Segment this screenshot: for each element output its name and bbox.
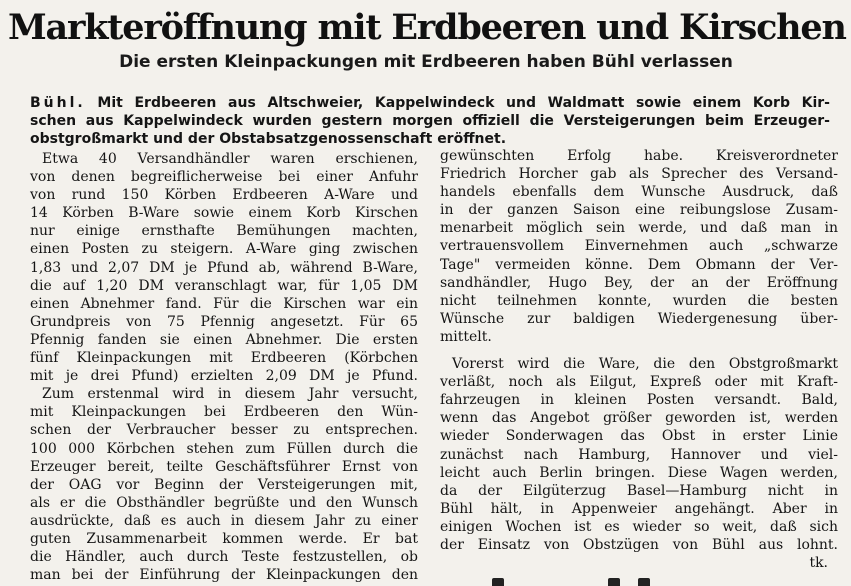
headline: Markteröffnung mit Erdbeeren und Kirschen bbox=[8, 7, 846, 48]
text-line: Wünsche zur baldigen Wiedergenesung über- bbox=[440, 310, 838, 327]
text-line: 14 Körben B-Ware sowie einem Korb Kirschen bbox=[30, 205, 418, 222]
text-line: von rund 150 Körben Erdbeeren A-Ware und bbox=[30, 187, 418, 204]
cropped-glyph bbox=[608, 578, 620, 586]
text-line: fünf Kleinpackungen mit Erdbeeren (Körbchen bbox=[30, 350, 418, 367]
text-line: Vorerst wird die Ware, die den Obstgroßmarkt bbox=[452, 356, 838, 373]
lead-paragraph bbox=[30, 94, 830, 148]
text-line: menarbeit möglich sein werde, und daß man in bbox=[440, 220, 838, 237]
cropped-glyph bbox=[638, 578, 650, 586]
subheadline: Die ersten Kleinpackungen mit Erdbeeren haben Bühl verlassen bbox=[119, 52, 733, 72]
text-line: der Einsatz von Obstzügen von Bühl aus lohnt. bbox=[440, 536, 838, 553]
text-line: Friedrich Horcher gab als Sprecher des Versand- bbox=[440, 166, 838, 183]
text-line: wenn das Angebot größer geworden ist, werden bbox=[440, 410, 838, 427]
text-line: Etwa 40 Versandhändler waren erschienen, bbox=[42, 151, 418, 167]
text-line: sandhändler, Hugo Bey, der an der Eröffnung bbox=[440, 274, 838, 291]
text-line: mit Kleinpackungen bei Erdbeeren den Wün- bbox=[30, 404, 418, 421]
text-line: in der ganzen Saison eine reibungslose Zusam- bbox=[440, 202, 838, 219]
text-line: Erzeuger bereit, teilte Geschäftsführer Ernst von bbox=[30, 458, 418, 475]
text-line: Tage" vermeiden könne. Dem Obmann der Ver- bbox=[440, 256, 838, 273]
text-line: ausdrückte, daß es auch in diesem Jahr zu einer bbox=[30, 512, 418, 529]
right-column bbox=[440, 147, 838, 572]
text-line: die auf 1,20 DM veranschlagt war, für 1,05 DM bbox=[30, 277, 418, 294]
text-line: zunächst nach Hamburg, Hannover und viel- bbox=[440, 446, 838, 463]
text-line: der OAG vor Beginn der Versteigerungen mit, bbox=[30, 476, 418, 493]
cropped-glyph bbox=[492, 578, 504, 586]
text-line: die Händler, auch durch Teste festzustellen, ob bbox=[30, 549, 418, 566]
text-line: Grundpreis von 75 Pfennig angesetzt. Für 65 bbox=[30, 313, 418, 330]
paragraph-gap bbox=[440, 346, 838, 355]
text-line: wieder Sonderwagen das Obst in erster Linie bbox=[440, 428, 838, 445]
lead-line: obstgroßmarkt und der Obstabsatzgenossenschaft eröffnet. bbox=[30, 131, 507, 148]
author-signature: tk. bbox=[809, 555, 828, 572]
text-line: nicht teilnehmen konnte, wurden die besten bbox=[440, 292, 838, 309]
lead-line: schen aus Kappelwindeck wurden gestern morgen offiziell die Versteigerungen beim Erzeuger- bbox=[30, 113, 830, 130]
text-line: als er die Obsthändler begrüßte und den Wunsch bbox=[30, 494, 418, 511]
cropped-next-headline-fragment bbox=[488, 572, 668, 586]
text-line: gewünschten Erfolg habe. Kreisverordneter bbox=[440, 148, 838, 164]
text-line: einen Posten zu steigern. A-Ware ging zwischen bbox=[30, 241, 418, 258]
text-line: fahrzeugen in kleinen Posten versandt. Bald, bbox=[440, 392, 838, 409]
text-line: 100 000 Körbchen stehen zum Füllen durch die bbox=[30, 440, 418, 457]
text-line: Pfennig fanden sie einen Abnehmer. Die ersten bbox=[30, 331, 418, 348]
dateline: Bühl. bbox=[30, 95, 86, 111]
text-line: einigen Wochen ist es wieder so weit, daß sich bbox=[440, 518, 838, 535]
text-line: leicht auch Berlin bringen. Diese Wagen werden, bbox=[440, 464, 838, 481]
text-line: da der Eilgüterzug Basel—Hamburg nicht in bbox=[440, 482, 838, 499]
text-line: von denen begreiflicherweise bei einer Anfuhr bbox=[30, 169, 418, 186]
text-line: mittelt. bbox=[440, 328, 492, 345]
text-line: 1,83 und 2,07 DM je Pfund ab, während B-Ware, bbox=[30, 259, 418, 276]
text-line: handels ebenfalls dem Wunsche Ausdruck, daß bbox=[440, 184, 838, 201]
text-line: guten Zusammenarbeit kommen werde. Er bat bbox=[30, 530, 418, 547]
text-line: man bei der Einführung der Kleinpackungen den bbox=[30, 567, 418, 584]
text-line: mit je drei Pfund) erzielten 2,09 DM je Pfund. bbox=[30, 368, 418, 385]
text-line: Bühl hält, in Appenweier angehängt. Aber in bbox=[440, 500, 838, 517]
text-line: schen der Verbraucher besser zu entsprechen. bbox=[30, 422, 418, 439]
text-line: nur einige ernsthafte Bemühungen machten, bbox=[30, 223, 418, 240]
text-line: verläßt, noch als Eilgut, Expreß oder mit Kraft- bbox=[440, 374, 838, 391]
lead-line: Bühl. Mit Erdbeeren aus Altschweier, Kappelwindeck und Waldmatt sowie einem Korb Kir- bbox=[30, 95, 830, 111]
text-line: Zum erstenmal wird in diesem Jahr versucht, bbox=[42, 386, 418, 403]
text-line: einen Abnehmer fand. Für die Kirschen war ein bbox=[30, 295, 418, 312]
left-column bbox=[30, 150, 418, 584]
text-line: vertrauensvollem Einvernehmen auch „schwarze bbox=[440, 238, 838, 255]
